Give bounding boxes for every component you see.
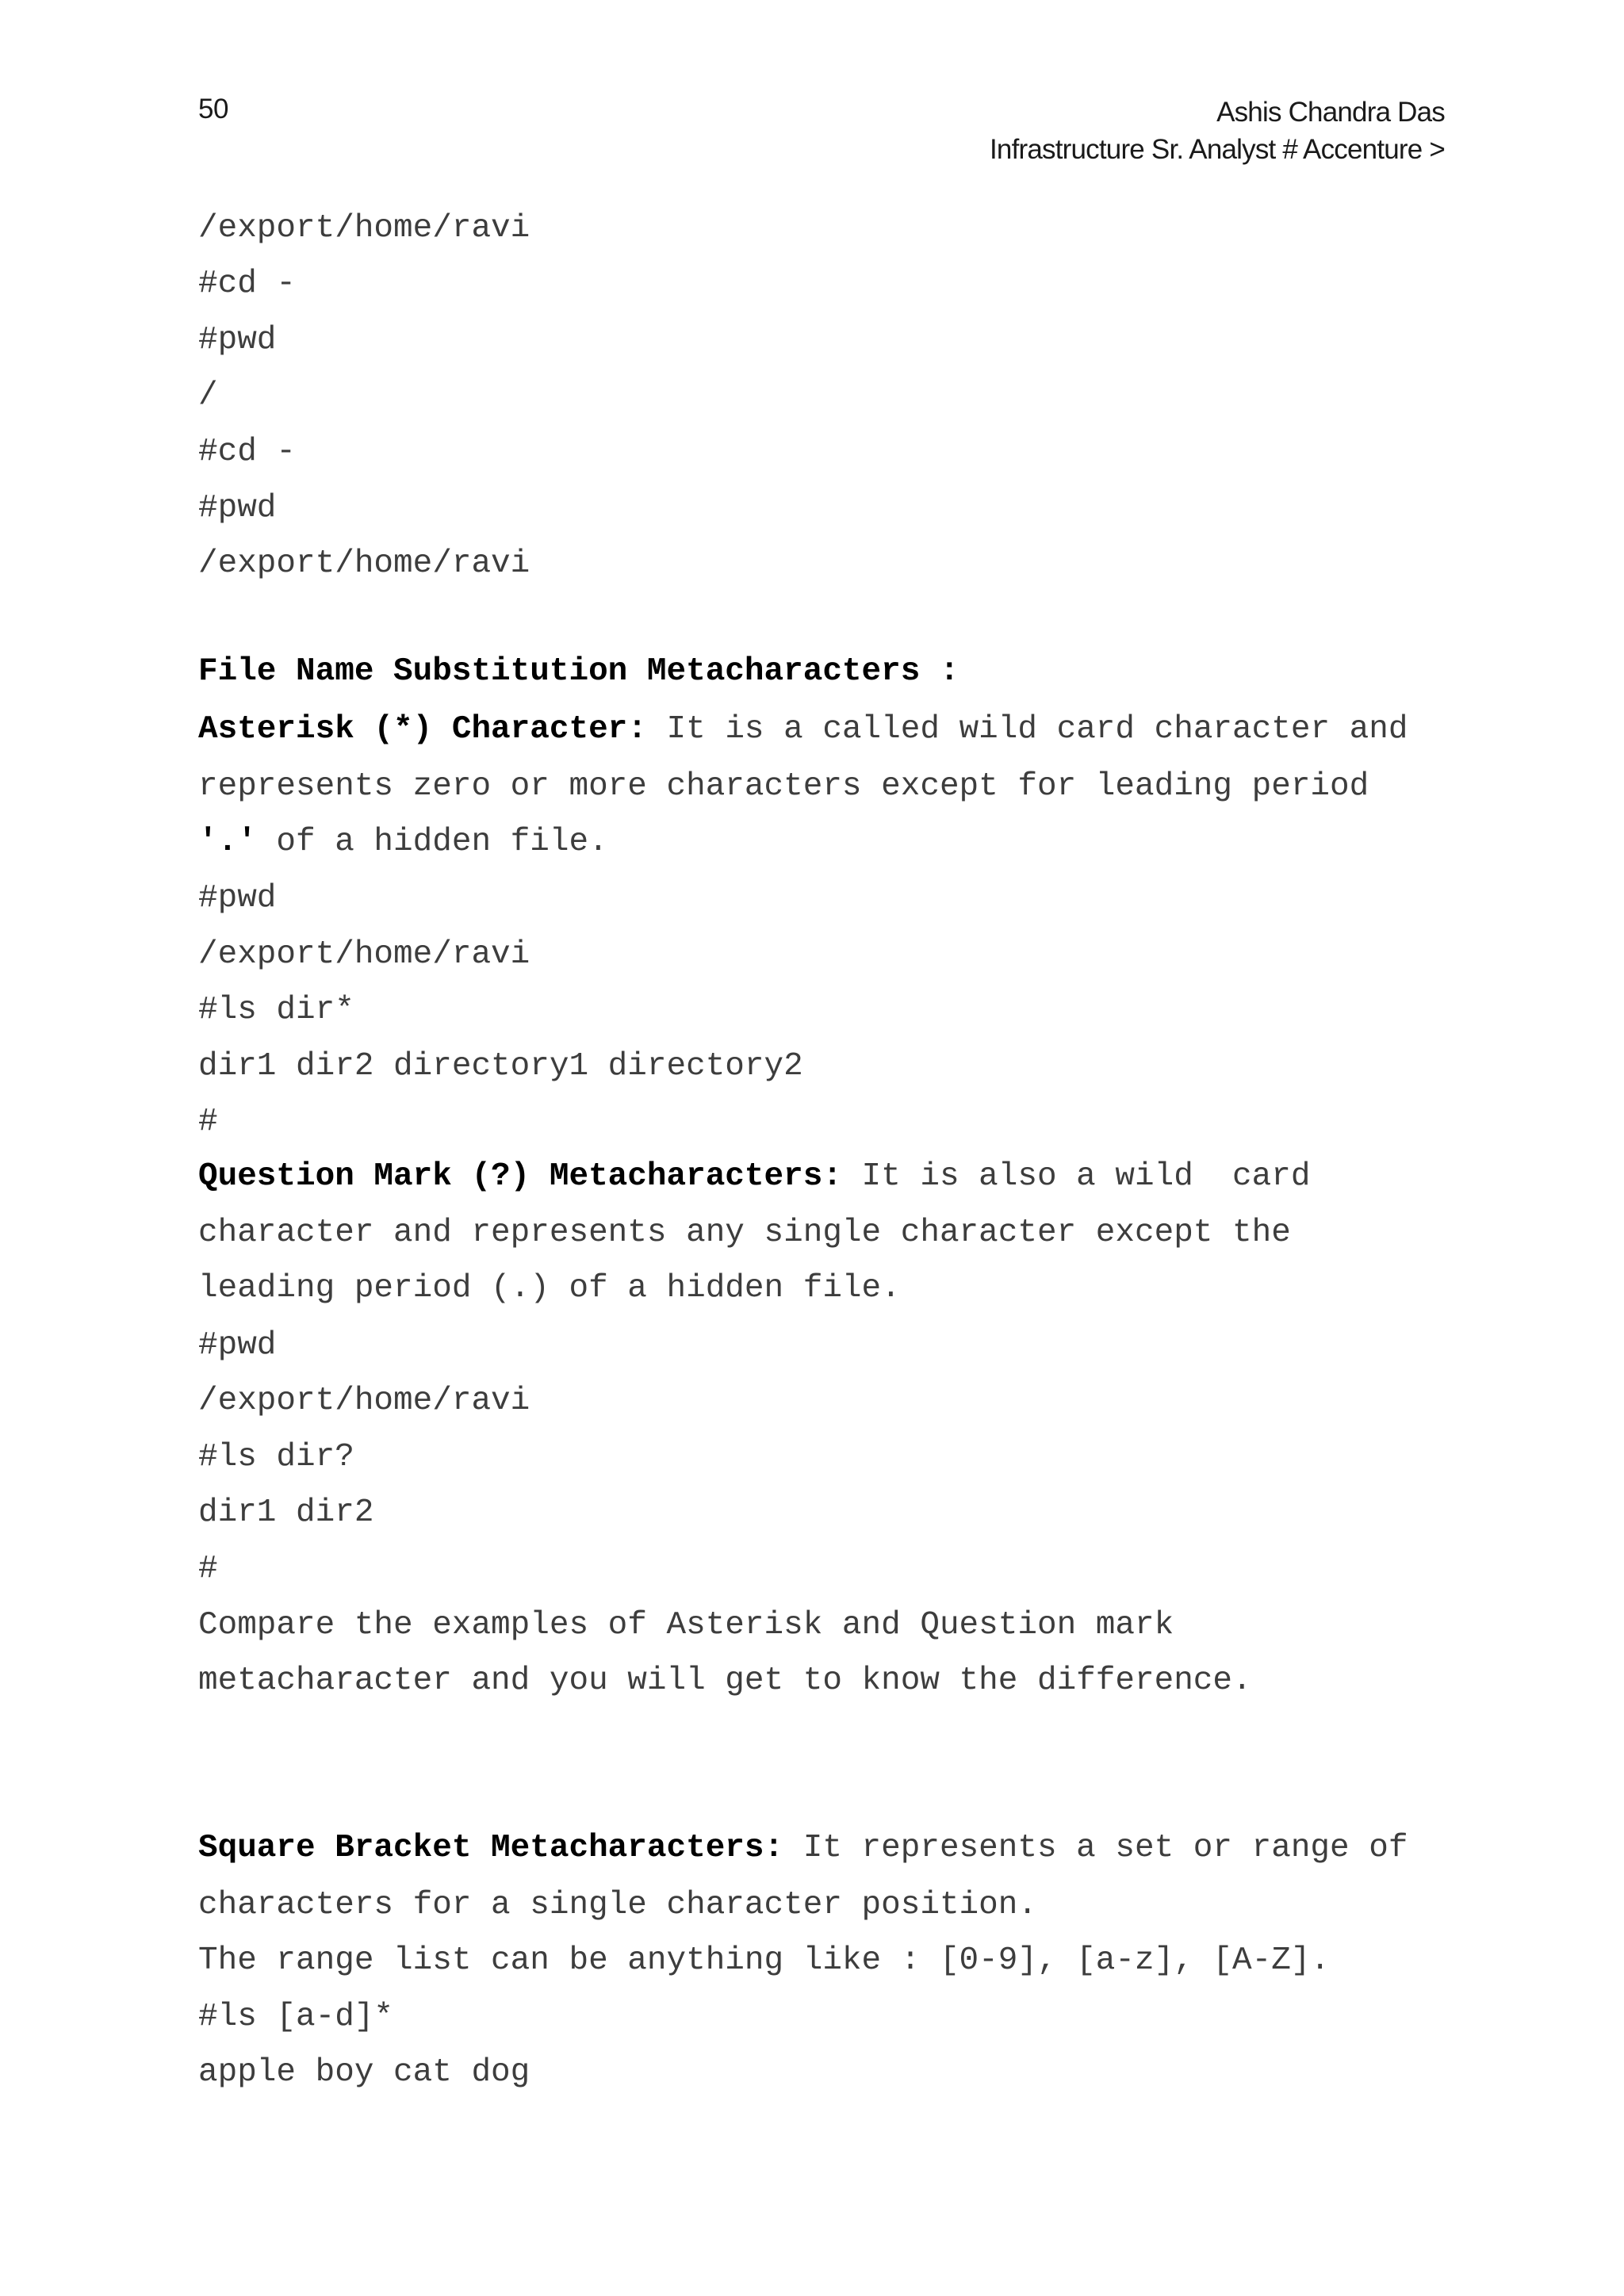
asterisk-paragraph-line — [198, 710, 1408, 749]
question-paragraph-line: leading period (.) of a hidden file. — [198, 1270, 901, 1307]
asterisk-paragraph-line — [198, 822, 608, 862]
code-line: #pwd — [198, 490, 277, 526]
compare-text: Compare the examples of Asterisk and Question mark — [198, 1607, 1174, 1644]
compare-text: metacharacter and you will get to know the difference. — [198, 1663, 1252, 1699]
code-line: dir1 dir2 directory1 directory2 — [198, 1048, 803, 1085]
asterisk-text: It is a called wild card character and — [646, 711, 1408, 748]
code-line: /export/home/ravi — [198, 1383, 530, 1419]
code-line: #pwd — [198, 322, 277, 358]
asterisk-title: Asterisk (*) Character: — [198, 711, 647, 748]
code-line: #ls [a-d]* — [198, 1999, 394, 2035]
section-heading — [198, 652, 959, 691]
code-line: apple boy cat dog — [198, 2054, 530, 2091]
code-line: #ls dir? — [198, 1439, 354, 1475]
square-paragraph-line: characters for a single character position. — [198, 1887, 1037, 1923]
square-title: Square Bracket Metacharacters: — [198, 1830, 784, 1866]
asterisk-paragraph-line: represents zero or more characters except for leading period — [198, 768, 1369, 805]
code-line: #ls dir* — [198, 992, 354, 1028]
square-text: It represents a set or range of — [783, 1830, 1408, 1866]
code-line: /export/home/ravi — [198, 936, 530, 973]
question-paragraph-line — [198, 1157, 1310, 1196]
code-line: #pwd — [198, 880, 277, 916]
code-line: / — [198, 377, 218, 414]
author-role: Infrastructure Sr. Analyst # Accenture > — [989, 134, 1445, 165]
code-line: #pwd — [198, 1327, 277, 1364]
code-line: /export/home/ravi — [198, 545, 530, 582]
page-header — [990, 94, 1445, 168]
code-line: # — [198, 1104, 218, 1140]
question-text: It is also a wild card — [841, 1158, 1311, 1195]
question-title: Question Mark (?) Metacharacters: — [198, 1158, 842, 1195]
code-line: dir1 dir2 — [198, 1494, 374, 1531]
square-paragraph-line — [198, 1828, 1408, 1868]
code-line: #cd - — [198, 434, 297, 470]
code-line: # — [198, 1551, 218, 1587]
author-name: Ashis Chandra Das — [1216, 97, 1445, 128]
question-paragraph-line: character and represents any single character except the — [198, 1215, 1291, 1251]
page-number: 50 — [198, 94, 228, 124]
code-line: /export/home/ravi — [198, 210, 530, 247]
asterisk-text: of a hidden file. — [256, 824, 608, 860]
section-heading-text: File Name Substitution Metacharacters : — [198, 653, 959, 690]
hidden-period-quote: '.' — [198, 824, 257, 860]
code-line: #cd - — [198, 266, 297, 302]
square-paragraph-line: The range list can be anything like : [0-9], [a-z], [A-Z]. — [198, 1942, 1331, 1979]
